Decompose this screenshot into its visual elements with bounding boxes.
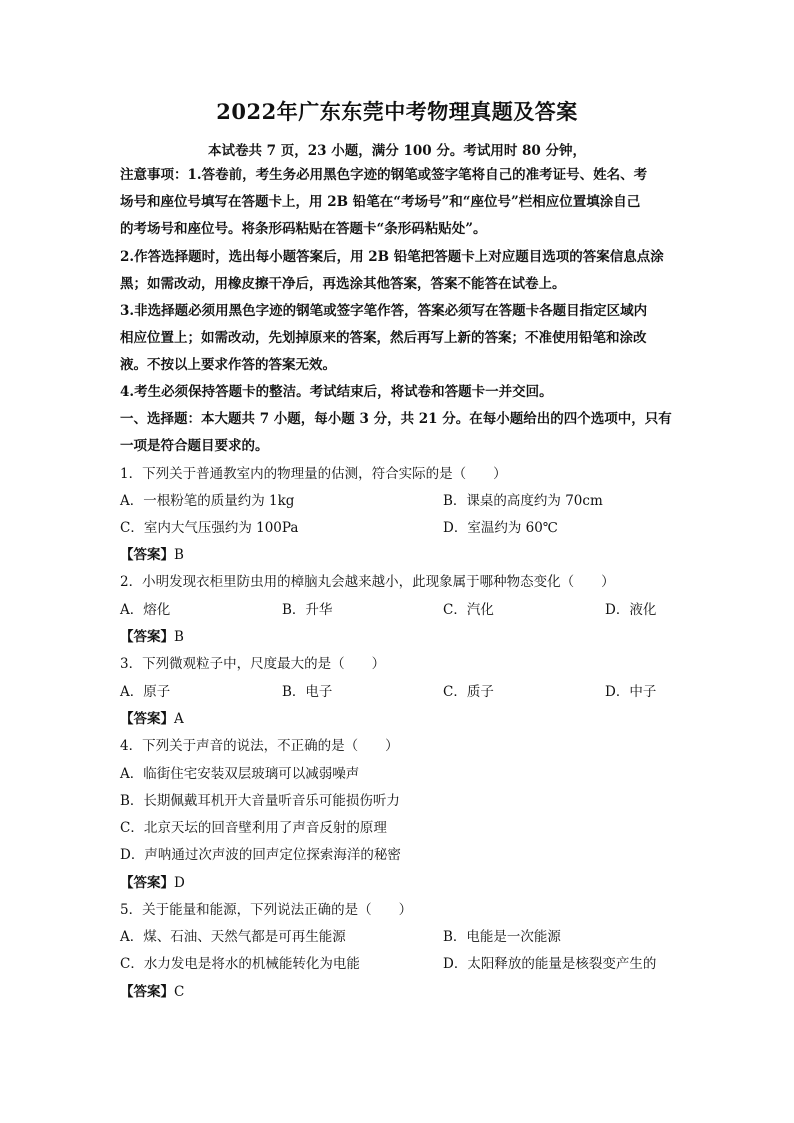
option-b: B．课桌的高度约为 70cm (443, 493, 603, 509)
option-d: D．太阳释放的能量是核裂变产生的 (443, 956, 657, 972)
note-line: 黑；如需改动，用橡皮擦干净后，再选涂其他答案，答案不能答在试卷上。 (120, 276, 566, 292)
note-line: 注意事项：1.答卷前，考生务必用黑色字迹的钢笔或签字笔将自己的准考证号、姓名、考 (120, 167, 648, 183)
answer-line (120, 983, 184, 1001)
option-a: A．一根粉笔的质量约为 1kg (120, 493, 295, 509)
question-stem: 5．关于能量和能源，下列说法正确的是（ ） (120, 902, 413, 918)
question-stem: 1．下列关于普通教室内的物理量的估测，符合实际的是（ ） (120, 466, 507, 482)
option-a: A．原子 (120, 684, 171, 700)
note-line: 相应位置上；如需改动，先划掉原来的答案，然后再写上新的答案；不准使用铅笔和涂改 (120, 330, 647, 346)
answer-value: C (174, 984, 185, 1000)
section-heading: 一、选择题：本大题共 7 小题，每小题 3 分，共 21 分。在每小题给出的四个选项中，只有 (120, 411, 672, 427)
note-line: 的考场号和座位号。将条形码粘贴在答题卡“条形码粘贴处”。 (120, 221, 487, 237)
answer-label: 【答案】 (120, 984, 174, 1000)
section-heading: 一项是符合题目要求的。 (120, 438, 269, 454)
answer-value: A (174, 711, 184, 727)
option-c: C．北京天坛的回音壁利用了声音反射的原理 (120, 820, 387, 836)
option-a: A．煤、石油、天然气都是可再生能源 (120, 929, 346, 945)
note-line: 2.作答选择题时，选出每小题答案后，用 2B 铅笔把答题卡上对应题目选项的答案信息点涂 (120, 249, 664, 265)
answer-label: 【答案】 (120, 711, 174, 727)
answer-label: 【答案】 (120, 875, 174, 891)
option-c: C．室内大气压强约为 100Pa (120, 520, 299, 536)
option-b: B．升华 (282, 602, 333, 618)
option-b: B．电能是一次能源 (443, 929, 561, 945)
answer-label: 【答案】 (120, 629, 174, 645)
option-c: C．水力发电是将水的机械能转化为电能 (120, 956, 360, 972)
note-line: 场号和座位号填写在答题卡上，用 2B 铅笔在“考场号”和“座位号”栏相应位置填涂自己 (120, 194, 641, 210)
option-d: D．液化 (605, 602, 657, 618)
question-stem: 3．下列微观粒子中，尺度最大的是（ ） (120, 656, 386, 672)
note-line: 液。不按以上要求作答的答案无效。 (120, 357, 336, 373)
option-a: A．临街住宅安装双层玻璃可以减弱噪声 (120, 766, 360, 782)
question-stem: 4．下列关于声音的说法，不正确的是（ ） (120, 738, 399, 754)
option-c: C．质子 (443, 684, 494, 700)
option-d: D．声呐通过次声波的回声定位探索海洋的秘密 (120, 847, 401, 863)
option-c: C．汽化 (443, 602, 494, 618)
answer-line (120, 710, 184, 728)
answer-line (120, 874, 185, 892)
answer-line (120, 546, 184, 564)
page-title: 2022年广东东莞中考物理真题及答案 (216, 99, 578, 124)
exam-info: 本试卷共 7 页，23 小题，满分 100 分。考试用时 80 分钟， (207, 143, 587, 159)
answer-value: D (174, 875, 185, 891)
answer-value: B (174, 547, 184, 563)
note-line: 3.非选择题必须用黑色字迹的钢笔或签字笔作答，答案必须写在答题卡各题目指定区域内 (120, 303, 648, 319)
answer-value: B (174, 629, 184, 645)
option-d: D．中子 (605, 684, 657, 700)
answer-line (120, 628, 184, 646)
option-a: A．熔化 (120, 602, 171, 618)
option-b: B．电子 (282, 684, 333, 700)
note-line: 4.考生必须保持答题卡的整洁。考试结束后，将试卷和答题卡一并交回。 (120, 384, 553, 400)
option-b: B．长期佩戴耳机开大音量听音乐可能损伤听力 (120, 793, 400, 809)
question-stem: 2．小明发现衣柜里防虫用的樟脑丸会越来越小，此现象属于哪种物态变化（ ） (120, 574, 615, 590)
option-d: D．室温约为 60℃ (443, 520, 558, 536)
answer-label: 【答案】 (120, 547, 174, 563)
